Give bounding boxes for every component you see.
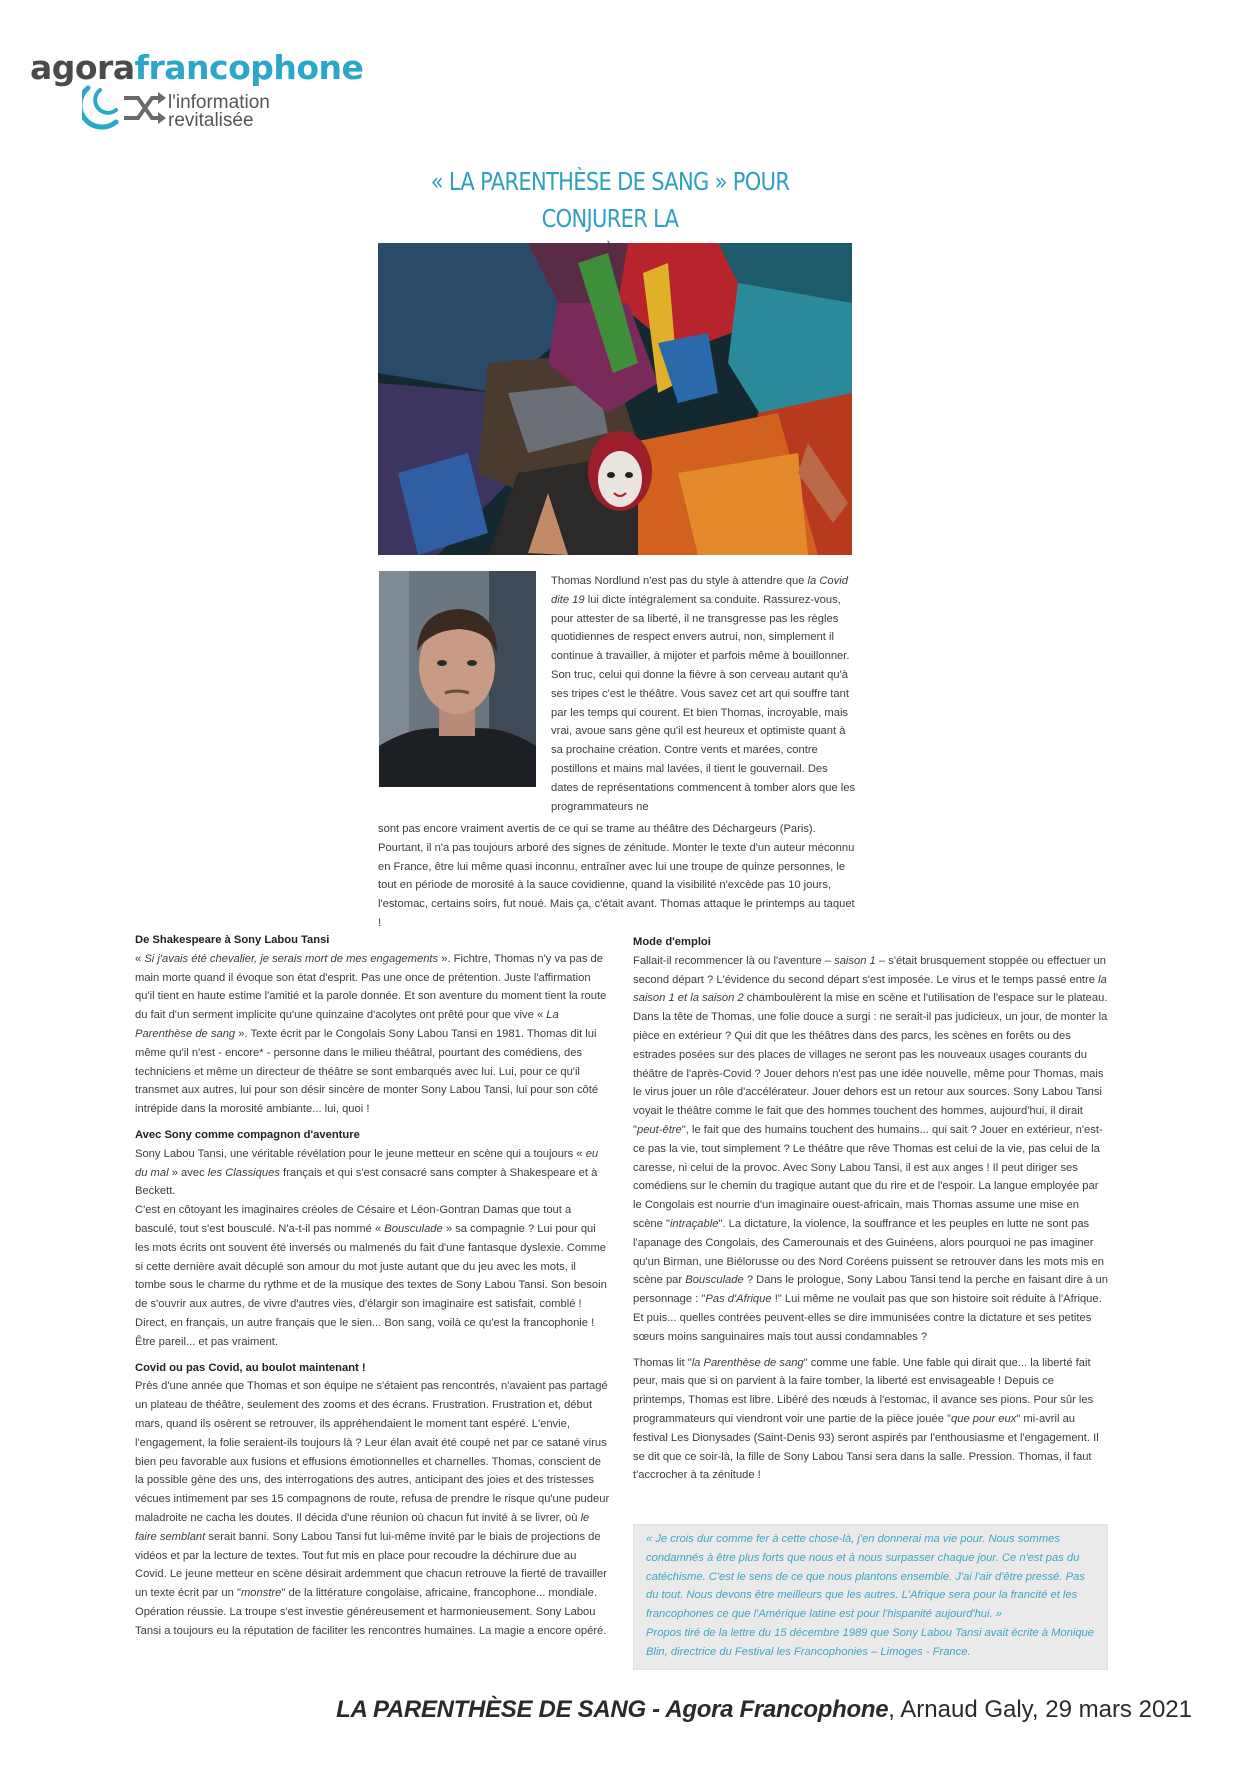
footer-rest: , Arnaud Galy, 29 mars 2021: [888, 1696, 1192, 1723]
quote-text: « Je crois dur comme fer à cette chose-là, j'en donnerai ma vie pour. Nous sommes condamnés à être plus forts que nous et à nous surpasser chaque jour. Ce n'est pas du catéchisme. C'est le sens de ce que nous plantons ensemble. J'ai l'air d'être pressé. Pas du tout. Nous devons être meilleurs que les autres. L'Afrique sera pour la francité et les francophones ce que l'Amérique latine est pour l'hispanité aujourd'hui. »: [646, 1533, 1085, 1621]
section-heading-shakespeare: De Shakespeare à Sony Labou Tansi: [135, 934, 330, 946]
logo-tagline: [168, 94, 270, 130]
s4-g: !" Lui même ne voulait pas que son histoire soit réduite à l'Afrique. Et puis... quelles contrées peuvent-elles se dire immunisées contre la dictature et ses petites sœurs moins sanguinaires mais tout aussi condamnables ?: [633, 1293, 1102, 1343]
s5-c: " mi-avril au festival Les Dionysades (Saint-Denis 93) seront aspirés par l'enthousiasme et l'engagement. Il se dit que ce soir-là, la fille de Sony Labou Tansi sera dans la salle. Pression. Thomas, il faut t'accrocher à ta zénitude !: [633, 1412, 1099, 1482]
section-fable-text: [633, 1354, 1108, 1486]
section-shakespeare-text: [135, 950, 610, 1119]
s1-b: ». Fichtre, Thomas n'y va pas de main morte quand il évoque son état d'esprit. Pas une once de prétention. Juste l'affirmation qu'il tient en haute estime l'amitié et la parole donnée. Et son aventure du moment tient la route du fait d'un serment implicite qu'une quinzaine d'acolytes ont prêté pour que vive «: [135, 952, 607, 1022]
s4-f: ? Dans le prologue, Sony Labou Tansi tend la perche en faisant dire à un personnage : ": [633, 1274, 1108, 1306]
costume-pile-illustration: [378, 243, 852, 555]
intro-text-b: lui dicte intégralement sa conduite. Rassurez-vous, pour attester de sa liberté, il ne transgresse pas les règles quotidiennes de respect envers autrui, non, simplement il continue à travailler, à mijoter et parfois même à bouillonner. Son truc, celui qui donne la fièvre à son cerveau autant qu'à ses tripes c'est le théâtre. Vous savez cet art qui souffre tant par les temps qui courent. Et bien Thomas, incroyable, mais vrai, avoue sans gène qu'il est heureux et optimiste quant à sa prochaine création. Contre vents et marées, contre postillons et mains mal lavées, il tient le gouvernail. Des dates de représentations commencent à tomber alors que les programmateurs ne: [551, 593, 856, 813]
quote-box: [633, 1524, 1108, 1670]
s1-a: «: [135, 952, 145, 965]
s3-b-italic: monstre: [240, 1587, 282, 1600]
section-compagnon-text-2: [135, 1201, 610, 1351]
s4-c-italic: peut-être: [636, 1123, 682, 1136]
intro-text-continued: [378, 820, 858, 933]
logo-brand-part2: francophone: [134, 48, 364, 87]
section-heading-mode-emploi: Mode d'emploi: [633, 936, 711, 948]
intro-text-a-italic: la Covid dite 19: [551, 575, 848, 606]
s4-b-italic: la saison 1 et la saison 2: [633, 973, 1107, 1005]
shuffle-arrows-icon: [82, 84, 172, 134]
s1-a-italic: Si j'avais été chevalier, je serais mort de mes engagements: [144, 952, 439, 965]
footer-citation: [336, 1696, 1192, 1724]
s4-d-italic: intraçable: [669, 1217, 719, 1230]
section-heading-covid: Covid ou pas Covid, au boulot maintenant !: [135, 1361, 366, 1374]
s5-b: " comme une fable. Une fable qui dirait que... la liberté fait peur, mais que si on parvient à la faire tomber, la liberté est envisageable ! Depuis ce printemps, Thomas est libre. Libéré des nœuds à l'estomac, il avance ses pions. Pour sûr les programmateurs qui viendront voir une partie de la pièce jouée ": [633, 1356, 1094, 1425]
section-mode-emploi-text: [633, 952, 1108, 1347]
logo-wordmark: [30, 48, 363, 87]
section-heading-compagnon: Avec Sony comme compagnon d'aventure: [135, 1128, 360, 1141]
portrait-photo: [379, 571, 536, 787]
s3-b: serait banni. Sony Labou Tansi fut lui-même invité par le biais de projections de vidéos et par la lecture de textes. Tout fut mis en place pour recoudre la déchirure due au Covid. Le jeune metteur en scène désirait ardemment que chacun retrouve la fierté de travailler un texte écrit par un ": [135, 1530, 607, 1600]
s1-b-italic: La Parenthèse de sang: [135, 1009, 559, 1040]
s2-b-italic: les Classiques: [207, 1166, 280, 1179]
s1-c: ». Texte écrit par le Congolais Sony Labou Tansi en 1981. Thomas dit lui même qu'il n'est - encore* - personne dans le milieu théâtral, pourtant des comédiens, des techniciens et même un directeur de théâtre se sont embarqués avec lui. Lui, pour ce qu'il transmet aux autres, lui pour son désir sincère de monter Sony Labou Tansi, lui pour son côté intrépide dans la morosité ambiante... lui, quoi !: [135, 1027, 599, 1116]
left-column: [135, 931, 610, 1640]
portrait-illustration: [379, 571, 536, 787]
intro-paragraph: [551, 572, 856, 816]
s4-c: chamboulèrent la mise en scène et l'utilisation de l'espace sur le plateau. Dans la tête de Thomas, une folie douce a surgi : ne serait-il pas judicieux, un jour, de monter la pièce en extérieur ? Qui dit que les théâtres dans des parcs, les scènes en forêts ou des estrades posées sur des places de villages ne seront pas les nouveaux usages courants du théâtre de l'après-Covid ? Jouer dehors n'est pas une idée nouvelle, même pour Thomas, mais le virus jouer un rôle d'accélérateur. Jouer dehors est un retour aux sources. Sony Labou Tansi voyait le théâtre comme le fait que des hommes touchent des hommes, aujourd'hui, il dirait ": [633, 992, 1108, 1136]
intro-continued-paragraph: sont pas encore vraiment avertis de ce qui se trame au théâtre des Déchargeurs (Paris). Pourtant, il n'a pas toujours arboré des signes de zénitude. Monter le texte d'un auteur méconnu en France, être lui même quasi inconnu, entraîner avec lui une troupe de quinze personnes, le tout en période de morosité à la sauce covidienne, quand la visibilité n'excède pas 10 jours, l'estomac, certains soirs, fut noué. Mais ça, c'était avant. Thomas attaque le printemps au taquet !: [378, 823, 855, 929]
footer-italic: LA PARENTHÈSE DE SANG - Agora Francophone: [336, 1696, 889, 1723]
s2-a-italic: eu du mal: [135, 1147, 599, 1179]
hero-photo: [378, 243, 852, 555]
title-line1: « LA PARENTHÈSE DE SANG » POUR CONJURER LA: [430, 167, 790, 233]
s5-a: Thomas lit ": [633, 1356, 692, 1369]
s3-c: " de la littérature congolaise, africaine, francophone... mondiale. Opération réussie. La troupe s'est investie généreusement et harmonieusement. Sony Labou Tansi a toujours eu la réputation de faciliter les rencontres humaines. La magie a encore opéré.: [135, 1587, 607, 1637]
quote-source: Propos tiré de la lettre du 15 décembre 1989 que Sony Labou Tansi avait écrite à Monique Blin, directrice du Festival les Francophonies – Limoges - France.: [646, 1626, 1094, 1658]
s2-a: Sony Labou Tansi, une véritable révélation pour le jeune metteur en scène qui a toujours «: [135, 1147, 586, 1160]
s5-a-italic: la Parenthèse de sang: [691, 1356, 804, 1369]
logo-brand-part1: agora: [30, 48, 135, 87]
s3-a-italic: le faire semblant: [135, 1511, 590, 1543]
right-column: [633, 933, 1108, 1485]
section-covid-text: [135, 1377, 610, 1640]
tagline-line2: revitalisée: [168, 110, 254, 131]
s2-e: » sa compagnie ? Lui pour qui les mots écrits ont souvent été inversés ou malmenés du fait d'une fantasque dyslexie. Comme si cette dernière avait décuplé son amour du mot juste autant que du jeu avec les mots, il tombe sous le charme du rythme et de la musique des textes de Sony Labou Tansi. Son besoin de s'ouvrir aux autres, de vivre d'autres vies, d'élargir son imaginaire est satisfait, comblé ! Direct, en français, un autre français que le sien... Bon sang, voilà ce qu'est la francophonie ! Être pareil... et pas vraiment.: [135, 1222, 607, 1348]
s2-d-italic: Bousculade: [384, 1222, 443, 1235]
s2-d: C'est en côtoyant les imaginaires créoles de Césaire et Léon-Gontran Damas que tout a basculé, tout s'est bousculé. N'a-t-il pas nommé «: [135, 1204, 572, 1235]
s4-a-italic: saison 1: [834, 954, 876, 967]
s4-d: ", le fait que des humains touchent des humains... qui sait ? Jouer en extérieur, n'est-ce pas la vie, tout simplement ? Le théâtre que rêve Thomas est celui de la vie, pas celui de la caresse, ni celui de la provoc. Avec Sony Labou Tansi, il est aux anges ! Il peut diriger ses comédiens sur le chemin du tragique autant que du rire et de l'espoir. La langue employée par le Congolais est nourrie d'un imaginaire ouest-africain, mais Thomas assume une mise en scène ": [633, 1123, 1103, 1230]
s3-a: Près d'une année que Thomas et son équipe ne s'étaient pas rencontrés, n'avaient pas partagé un plateau de théâtre, seulement des zooms et des écrans. Frustration. Frustration et, début mars, quand ils osèrent se retrouver, ils appréhendaient le moment tant espéré. L'envie, l'engagement, la folie seraient-ils toujours là ? Leur élan avait été coupé net par ce satané virus bien peu favorable aux fusions et effusions émotionnelles et charnelles. Thomas, conscient de la possible gène des uns, des interrogations des autres, anticipant des joies et des tristesses vécues intimement par ses 15 compagnons de route, refusa de prendre le risque qu'une pudeur maladroite ne cacha les doutes. Il décida d'une réunion où chacun fut invité à se livrer, où: [135, 1380, 610, 1524]
s4-e-italic: Bousculade: [685, 1274, 744, 1287]
s4-f-italic: Pas d'Afrique: [705, 1293, 772, 1306]
intro-text-a: Thomas Nordlund n'est pas du style à attendre que: [551, 575, 808, 587]
s4-e: ". La dictature, la violence, la souffrance et les peuples en lutte ne sont pas l'apanage des Congolais, des Camerounais et des Guinéens, alors pourquoi ne pas imaginer qu'un Birman, une Biélorusse ou des Nord Coréens puissent se retrouver dans les mots mis en scène par: [633, 1217, 1105, 1287]
s2-c: français et qui s'est consacré sans compter à Shakespeare et à Beckett.: [135, 1166, 598, 1198]
s5-b-italic: que pour eux: [951, 1412, 1017, 1425]
site-logo[interactable]: [30, 48, 364, 138]
section-compagnon-text-1: [135, 1145, 610, 1201]
intro-text-right: [551, 572, 856, 816]
s4-b: – s'était brusquement stoppée ou effectuer un second départ ? L'évidence du second départ s'est imposée. Le virus et le temps passé entre: [633, 954, 1106, 986]
s2-b: » avec: [168, 1166, 208, 1179]
tagline-line1: l'information: [168, 92, 270, 113]
s4-a: Fallait-il recommencer là ou l'aventure –: [633, 954, 835, 967]
